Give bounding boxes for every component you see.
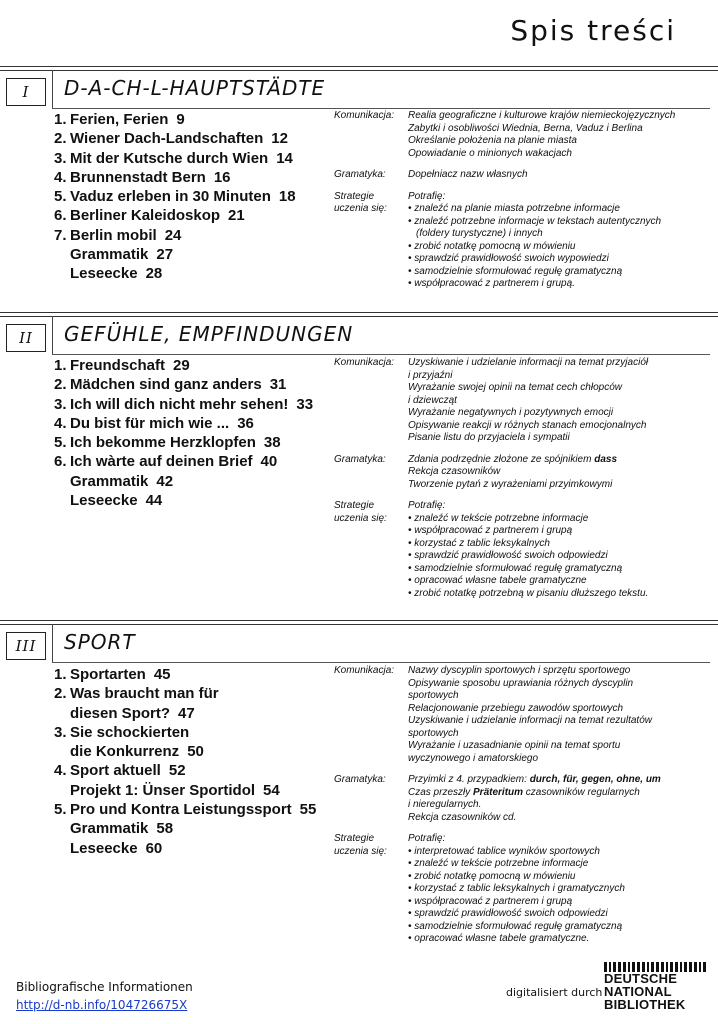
- info-line: Opowiadanie o minionych wakacjach: [408, 147, 572, 159]
- toc-entry-title: Pro und Kontra Leistungssport: [70, 801, 292, 819]
- info-line: Tworzenie pytań z wyrażeniami przyimkowymi: [408, 478, 613, 490]
- info-line: • samodzielnie sformułować regułę gramatyczną: [408, 920, 623, 932]
- toc-entry[interactable]: [54, 414, 344, 433]
- toc-entry-title: Sportarten: [70, 666, 146, 683]
- info-section-label: Gramatyka:: [334, 774, 386, 785]
- toc-entry-page: 18: [278, 188, 296, 206]
- toc-entry-title: Brunnenstadt Bern: [70, 168, 206, 186]
- info-line: Potrafię:: [408, 833, 446, 844]
- toc-entry-title: Berliner Kaleidoskop: [70, 207, 221, 225]
- toc-entry-page: 52: [168, 762, 186, 780]
- info-line: Wyrażanie i uzasadnianie opinii na temat sportu: [408, 740, 621, 751]
- digitized-by-label: digitalisiert durch: [506, 986, 603, 999]
- toc-entry-number: 2.: [54, 130, 67, 148]
- info-line: • zrobić notatkę pomocną w mówieniu: [408, 870, 576, 882]
- chapter-toc-list: [54, 356, 344, 510]
- info-line: Pisanie listu do przyjaciela i sympatii: [408, 432, 570, 443]
- toc-entry-page: 44: [145, 492, 163, 510]
- info-line: Opisywanie sposobu uprawiania różnych dyscyplin: [408, 677, 634, 689]
- toc-entry[interactable]: [54, 723, 344, 742]
- toc-entry-number: 1.: [54, 111, 67, 128]
- info-line: Określanie położenia na planie miasta: [408, 135, 577, 146]
- toc-entry-title: Sie schockierten: [70, 723, 190, 741]
- toc-entry-number: 3.: [54, 395, 67, 413]
- toc-entry[interactable]: [54, 742, 344, 761]
- toc-entry-page: 38: [263, 434, 281, 452]
- dnb-logo-line-3: BIBLIOTHEK: [604, 997, 686, 1012]
- info-section-text: [408, 110, 714, 160]
- toc-entry[interactable]: [54, 129, 344, 148]
- toc-entry-page: 58: [156, 820, 174, 838]
- chapter-numeral: III: [6, 632, 46, 660]
- toc-entry-number: 5.: [54, 188, 67, 206]
- info-section-text: [408, 774, 714, 824]
- info-section: [334, 774, 714, 824]
- info-section-label: Komunikacja:: [334, 665, 395, 676]
- toc-entry-title: Mädchen sind ganz anders: [70, 376, 262, 394]
- bibliographic-info: [16, 978, 193, 1014]
- toc-entry[interactable]: [54, 704, 344, 723]
- info-section-text: [408, 357, 714, 445]
- info-line: • opracować własne tabele gramatyczne: [408, 575, 587, 586]
- info-line: • znaleźć w tekście potrzebne informacje: [408, 858, 589, 869]
- info-section-text: [408, 191, 714, 291]
- page-title: Spis treści: [510, 14, 676, 47]
- info-section: [334, 833, 714, 946]
- info-section-text: [408, 665, 714, 765]
- info-line: Relacjonowanie przebiegu zawodów sportowych: [408, 702, 624, 714]
- toc-entry[interactable]: [54, 800, 344, 819]
- toc-entry[interactable]: [54, 491, 344, 510]
- toc-entry-number: 7.: [54, 226, 67, 244]
- info-section-label: Gramatyka:: [334, 453, 386, 465]
- toc-entry-title: Was braucht man für: [70, 685, 219, 703]
- toc-entry-title: Grammatik: [70, 472, 149, 490]
- toc-entry[interactable]: [54, 433, 344, 452]
- bib-label: Bibliografische Informationen: [16, 980, 193, 994]
- info-line: • współpracować z partnerem i grupą: [408, 525, 573, 536]
- toc-entry-number: 5.: [54, 801, 67, 819]
- toc-entry-title: Grammatik: [70, 820, 149, 838]
- toc-entry[interactable]: [54, 356, 344, 375]
- toc-entry-number: 1.: [54, 357, 67, 374]
- info-line: • współpracować z partnerem i grupą: [408, 895, 573, 907]
- toc-entry-number: 4.: [54, 414, 67, 432]
- info-line: i nieregularnych.: [408, 799, 482, 810]
- toc-entry[interactable]: [54, 206, 344, 225]
- chapter-header: [0, 312, 718, 360]
- info-line: Czas przeszły Präteritum czasowników regularnych: [408, 786, 640, 798]
- info-line: Nazwy dyscyplin sportowych i sprzętu sportowego: [408, 665, 631, 676]
- chapter-numeral: II: [6, 324, 46, 352]
- info-section-text: [408, 454, 714, 492]
- info-section: [334, 357, 714, 445]
- info-line: (foldery turystyczne) i innych: [416, 228, 543, 239]
- toc-entry-page: 24: [164, 226, 182, 244]
- dnb-logo: [604, 962, 706, 1012]
- chapter-header: [0, 66, 718, 114]
- toc-entry[interactable]: [54, 245, 344, 264]
- toc-entry-number: 4.: [54, 762, 67, 780]
- toc-entry[interactable]: [54, 395, 344, 414]
- chapter-info: [334, 357, 714, 609]
- toc-entry[interactable]: [54, 819, 344, 838]
- info-line: Uzyskiwanie i udzielanie informacji na temat przyjaciół: [408, 357, 649, 368]
- info-section: [334, 454, 714, 492]
- info-section-text: [408, 169, 714, 182]
- toc-entry-title: Grammatik: [70, 246, 149, 264]
- toc-entry-number: 4.: [54, 168, 67, 186]
- toc-entry-title: Mit der Kutsche durch Wien: [70, 149, 269, 167]
- info-line: Zdania podrzędnie złożone ze spójnikiem dass: [408, 453, 618, 465]
- dnb-logo-line-1: DEUTSCHE: [604, 971, 678, 986]
- info-section: [334, 169, 714, 182]
- info-line: i przyjaźni: [408, 369, 453, 381]
- toc-entry-page: 27: [156, 246, 174, 264]
- info-section: [334, 110, 714, 160]
- info-line: Wyrażanie negatywnych i pozytywnych emocji: [408, 407, 614, 418]
- info-line: Realia geograficzne i kulturowe krajów niemieckojęzycznych: [408, 110, 676, 121]
- toc-entry[interactable]: [54, 168, 344, 187]
- chapter-toc-list: [54, 110, 344, 284]
- toc-entry-title: die Konkurrenz: [70, 743, 180, 761]
- toc-entry-title: diesen Sport?: [70, 704, 171, 722]
- toc-entry[interactable]: [54, 781, 344, 800]
- toc-entry-number: 3.: [54, 149, 67, 167]
- toc-entry-title: Ferien, Ferien: [70, 111, 169, 128]
- toc-entry-page: 50: [187, 743, 204, 761]
- info-line: • opracować własne tabele gramatyczne.: [408, 933, 590, 944]
- toc-entry-title: Freundschaft: [70, 357, 166, 374]
- toc-entry-page: 45: [153, 666, 171, 683]
- info-section-text: [408, 500, 714, 600]
- info-line: • sprawdzić prawidłowość swoich odpowiedzi: [408, 908, 608, 919]
- toc-entry-title: Projekt 1: Ünser Sportidol: [70, 781, 256, 799]
- toc-entry-title: Wiener Dach-Landschaften: [70, 130, 264, 148]
- info-line: Rekcja czasowników cd.: [408, 811, 517, 823]
- toc-entry-number: 6.: [54, 453, 67, 471]
- toc-entry-page: 60: [145, 839, 163, 857]
- info-section-label: Komunikacja:: [334, 357, 395, 368]
- info-section-text: [408, 833, 714, 946]
- toc-entry-title: Leseecke: [70, 492, 138, 510]
- toc-entry[interactable]: [54, 110, 344, 129]
- info-line: • sprawdzić prawidłowość swoich odpowiedzi: [408, 550, 608, 561]
- toc-entry-page: 31: [269, 376, 287, 394]
- toc-entry-page: 54: [263, 781, 280, 799]
- toc-entry-page: 9: [176, 111, 185, 128]
- toc-entry[interactable]: [54, 187, 344, 206]
- toc-entry[interactable]: [54, 839, 344, 858]
- toc-entry[interactable]: [54, 375, 344, 394]
- info-line: Uzyskiwanie i udzielanie informacji na temat rezultatów: [408, 715, 652, 726]
- info-section-label: Strategie uczenia się:: [334, 500, 387, 524]
- info-line: • zrobić notatkę potrzebną w pisaniu dłuższego tekstu.: [408, 587, 649, 599]
- info-line: wyczynowego i amatorskiego: [408, 752, 539, 764]
- info-line: • znaleźć na planie miasta potrzebne informacje: [408, 203, 620, 214]
- toc-entry-page: 16: [213, 168, 231, 186]
- toc-entry[interactable]: [54, 761, 344, 780]
- info-section-label: Strategie uczenia się:: [334, 190, 387, 214]
- info-section-label: Komunikacja:: [334, 110, 395, 121]
- info-line: • współpracować z partnerem i grupą.: [408, 278, 575, 289]
- info-line: • zrobić notatkę pomocną w mówieniu: [408, 240, 576, 252]
- chapter-info: [334, 665, 714, 955]
- toc-entry[interactable]: [54, 472, 344, 491]
- toc-entry-title: Leseecke: [70, 265, 138, 283]
- toc-entry[interactable]: [54, 149, 344, 168]
- chapter-title: GEFÜHLE, EMPFINDUNGEN: [64, 322, 354, 346]
- info-section: [334, 500, 714, 600]
- info-line: sportowych: [408, 690, 459, 701]
- toc-entry-page: 21: [228, 207, 245, 225]
- info-line: • sprawdzić prawidłowość swoich wypowiedzi: [408, 253, 609, 264]
- info-line: Przyimki z 4. przypadkiem: durch, für, gegen, ohne, um: [408, 774, 661, 785]
- toc-entry-title: Ich wàrte auf deinen Brief: [70, 453, 253, 471]
- info-section-label: Strategie uczenia się:: [334, 833, 387, 857]
- bib-link[interactable]: http://d-nb.info/104726675X: [16, 998, 188, 1012]
- info-line: • znaleźć potrzebne informacje w tekstach autentycznych: [408, 215, 662, 227]
- toc-entry-page: 14: [276, 149, 293, 167]
- info-line: • interpretować tablice wyników sportowych: [408, 845, 600, 857]
- chapter-header: [0, 620, 718, 668]
- chapter-title: D-A-CH-L-HAUPTSTÄDTE: [64, 76, 326, 100]
- info-line: Dopełniacz nazw własnych: [408, 169, 528, 180]
- info-line: sportowych: [408, 727, 459, 739]
- info-line: Rekcja czasowników: [408, 466, 501, 477]
- info-line: Wyrażanie swojej opinii na temat cech chłopców: [408, 382, 622, 393]
- toc-entry-page: 40: [260, 453, 278, 471]
- toc-entry[interactable]: [54, 452, 344, 471]
- toc-entry-number: 3.: [54, 723, 67, 741]
- info-line: Potrafię:: [408, 500, 446, 511]
- toc-entry-title: Vaduz erleben in 30 Minuten: [70, 188, 271, 206]
- toc-entry-page: 12: [271, 130, 288, 148]
- info-line: i dziewcząt: [408, 394, 457, 406]
- toc-entry-title: Leseecke: [70, 839, 138, 857]
- toc-entry-number: 2.: [54, 685, 67, 703]
- info-line: Zabytki i osobliwości Wiednia, Berna, Vaduz i Berlina: [408, 122, 643, 134]
- toc-entry-title: Ich bekomme Herzklopfen: [70, 434, 256, 452]
- info-line: Opisywanie reakcji w różnych stanach emocjonalnych: [408, 419, 647, 431]
- info-section: [334, 665, 714, 765]
- dnb-logo-line-2: NATIONAL: [604, 984, 672, 999]
- info-line: • korzystać z tablic leksykalnych: [408, 537, 550, 549]
- chapter-toc-list: [54, 665, 344, 858]
- info-line: • znaleźć w tekście potrzebne informacje: [408, 512, 589, 524]
- toc-entry-title: Ich will dich nicht mehr sehen!: [70, 395, 289, 413]
- toc-entry-title: Sport aktuell: [70, 762, 161, 780]
- toc-entry[interactable]: [54, 264, 344, 283]
- toc-entry-page: 55: [299, 801, 317, 819]
- toc-entry-page: 42: [156, 472, 174, 490]
- toc-entry-page: 28: [145, 265, 163, 283]
- toc-entry-page: 33: [296, 395, 314, 413]
- toc-entry-page: 47: [178, 704, 195, 722]
- toc-entry-title: Berlin mobil: [70, 226, 157, 244]
- toc-entry[interactable]: [54, 684, 344, 703]
- info-line: Potrafię:: [408, 190, 446, 202]
- info-section: [334, 191, 714, 291]
- toc-entry-page: 29: [173, 357, 190, 374]
- toc-entry-number: 6.: [54, 207, 67, 225]
- info-line: • samodzielnie sformułować regułę gramatyczną: [408, 562, 623, 574]
- toc-entry-page: 36: [237, 414, 254, 432]
- chapter-title: SPORT: [64, 630, 136, 654]
- chapter-info: [334, 110, 714, 300]
- toc-entry-title: Du bist für mich wie ...: [70, 414, 230, 432]
- chapter-numeral: I: [6, 78, 46, 106]
- dnb-logo-text: [604, 972, 706, 1011]
- toc-entry-number: 5.: [54, 434, 67, 452]
- toc-entry-number: 2.: [54, 376, 67, 394]
- info-line: • korzystać z tablic leksykalnych i gramatycznych: [408, 883, 625, 894]
- toc-entry[interactable]: [54, 226, 344, 245]
- info-line: • samodzielnie sformułować regułę gramatyczną: [408, 265, 623, 277]
- info-section-label: Gramatyka:: [334, 169, 386, 180]
- toc-entry[interactable]: [54, 665, 344, 684]
- toc-entry-number: 1.: [54, 666, 67, 683]
